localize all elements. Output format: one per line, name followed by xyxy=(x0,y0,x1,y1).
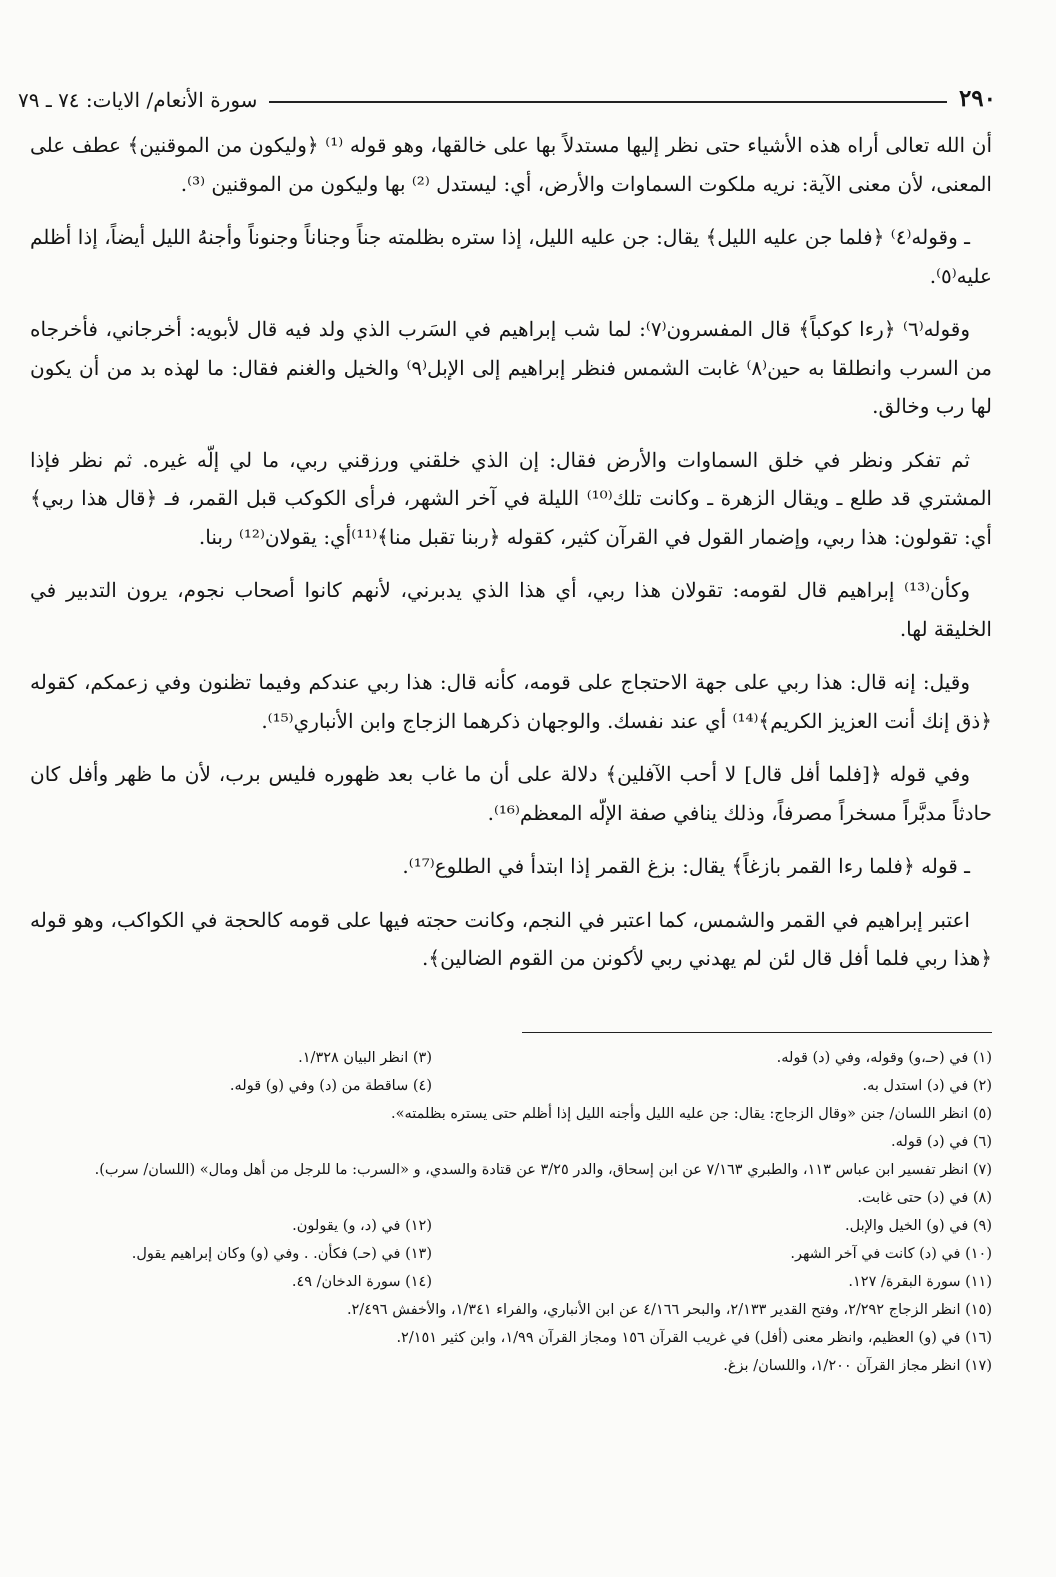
paragraph: ـ وقوله⁽٤⁾ ﴿فلما جن عليه الليل﴾ يقال: جن عليه الليل، إذا ستره بظلمته جناً وجناناً وجنوناً وأجنهُ الليل أيضاً، إذا أظلم عليه⁽٥⁾. xyxy=(30,225,992,288)
paragraph: وفي قوله ﴿[فلما أفل قال] لا أحب الآفلين﴾ دلالة على أن ما غاب بعد ظهوره فليس برب، لأن ما ظهر وأفل كان حادثاً مدبَّراً مسخراً مصرفاً، وذلك ينافي صفة الإلّه المعظم⁽¹⁶⁾. xyxy=(30,762,992,825)
footnote: (٣) انظر البيان ١/٣٢٨. xyxy=(298,1050,432,1066)
paragraph: وقيل: إنه قال: هذا ربي على جهة الاحتجاج على قومه، كأنه قال: هذا ربي عندكم وفيما تظنون وفي زعمكم، كقوله ﴿ذق إنك أنت العزيز الكريم﴾⁽¹⁴⁾ أي عند نفسك. والوجهان ذكرهما الزجاج وابن الأنباري⁽¹⁵⁾. xyxy=(30,670,992,733)
header-rule xyxy=(269,101,947,103)
footnote-row xyxy=(22,1240,992,1268)
footnote: (١٦) في (و) العظيم، وانظر معنى (أفل) في غريب القرآن ١٥٦ ومجاز القرآن ١/٩٩، وابن كثير ٢/١٥١. xyxy=(396,1330,992,1346)
footnote: (٦) في (د) قوله. xyxy=(891,1134,992,1150)
footnote-row xyxy=(22,1268,992,1296)
paragraph: اعتبر إبراهيم في القمر والشمس، كما اعتبر في النجم، وكانت حجته فيها على قومه كالحجة في الكواكب، وهو قوله ﴿هذا ربي فلما أفل قال لئن لم يهدني ربي لأكونن من القوم الضالين﴾. xyxy=(30,907,992,970)
footnote: (٨) في (د) حتى غابت. xyxy=(857,1190,992,1206)
paragraph: ـ قوله ﴿فلما رءا القمر بازغاً﴾ يقال: بزغ القمر إذا ابتدأ في الطلوع⁽¹⁷⁾. xyxy=(402,854,970,878)
paragraph: أن الله تعالى أراه هذه الأشياء حتى نظر إليها مستدلاً بها على خالقها، وهو قوله ⁽¹⁾ ﴿وليكون من الموقنين﴾ عطف على المعنى، لأن معنى الآية: نريه ملكوت السماوات والأرض، أي: ليستدل ⁽²⁾ بها وليكون من الموقنين ⁽³⁾. xyxy=(30,133,993,196)
paragraph: وكأن⁽¹³⁾ إبراهيم قال لقومه: تقولان هذا ربي، أي هذا الذي يدبرني، لأنهم كانوا أصحاب نجوم، يرون التدبير في الخليقة لها. xyxy=(30,578,992,641)
footnote: (٩) في (و) الخيل والإبل. xyxy=(845,1218,992,1234)
footnote: (٤) ساقطة من (د) وفي (و) قوله. xyxy=(229,1078,432,1094)
running-title: سورة الأنعام/ الايات: ٧٤ ـ ٧٩ xyxy=(18,88,258,112)
footnote: (١١) سورة البقرة/ ١٢٧. xyxy=(848,1274,992,1290)
footnote: (١٣) في (حـ) فكأن. . وفي (و) وكان إبراهيم يقول. xyxy=(131,1246,432,1262)
footnote: (١) في (حـ،و) وقوله، وفي (د) قوله. xyxy=(776,1050,992,1066)
footnote-row xyxy=(22,1044,992,1072)
footnote-row xyxy=(22,1072,992,1100)
footnote-row xyxy=(22,1212,992,1240)
footnote: (١٥) انظر الزجاج ٢/٢٩٢، وفتح القدير ٢/١٣٣، والبحر ٤/١٦٦ عن ابن الأنباري، والفراء ١/٣٤١، والأخفش ٢/٤٩٦. xyxy=(346,1302,992,1318)
paragraph: وقوله⁽٦⁾ ﴿رءا كوكباً﴾ قال المفسرون⁽٧⁾: لما شب إبراهيم في السَرب الذي ولد فيه قال لأبويه: أخرجاني، فأخرجاه من السرب وانطلقا به حين⁽٨⁾ غابت الشمس فنظر إبراهيم إلى الإبل⁽٩⁾ والخيل والغنم فقال: ما لهذه بد من أن يكون لها رب وخالق. xyxy=(30,317,992,418)
page-number: ٢٩٠ xyxy=(958,85,996,112)
page-header xyxy=(18,72,996,112)
paragraph: ثم تفكر ونظر في خلق السماوات والأرض فقال: إن الذي خلقني ورزقني ربي، ما لي إلّه غيره. ثم نظر فإذا المشتري قد طلع ـ ويقال الزهرة ـ وكانت تلك⁽¹⁰⁾ الليلة في آخر الشهر، فرأى الكوكب قبل القمر، فـ ﴿قال هذا ربي﴾ أي: تقولون: هذا ربي، وإضمار القول في القرآن كثير، كقوله ﴿ربنا تقبل منا﴾⁽¹¹⁾أي: يقولان⁽¹²⁾ ربنا. xyxy=(30,447,992,549)
footnote: (١٧) انظر مجاز القرآن ١/٢٠٠، واللسان/ بزغ. xyxy=(723,1358,992,1374)
footnote: (١٤) سورة الدخان/ ٤٩. xyxy=(291,1274,432,1290)
footnote-separator xyxy=(522,1032,992,1033)
footnotes xyxy=(22,1044,992,1380)
footnote: (١٠) في (د) كانت في آخر الشهر. xyxy=(790,1246,992,1262)
main-text xyxy=(30,126,992,993)
footnote: (٧) انظر تفسير ابن عباس ١١٣، والطبري ٧/١٦٣ عن ابن إسحاق، والدر ٣/٢٥ عن قتادة والسدي، و «السرب: ما للرجل من أهل ومال» (اللسان/ سرب). xyxy=(94,1162,992,1178)
footnote: (٥) انظر اللسان/ جنن «وقال الزجاج: يقال: جن عليه الليل وأجنه الليل إذا أظلم حتى يستره بظلمته». xyxy=(391,1106,992,1122)
footnote: (٢) في (د) استدل به. xyxy=(862,1078,992,1094)
footnote: (١٢) في (د، و) يقولون. xyxy=(292,1218,432,1234)
